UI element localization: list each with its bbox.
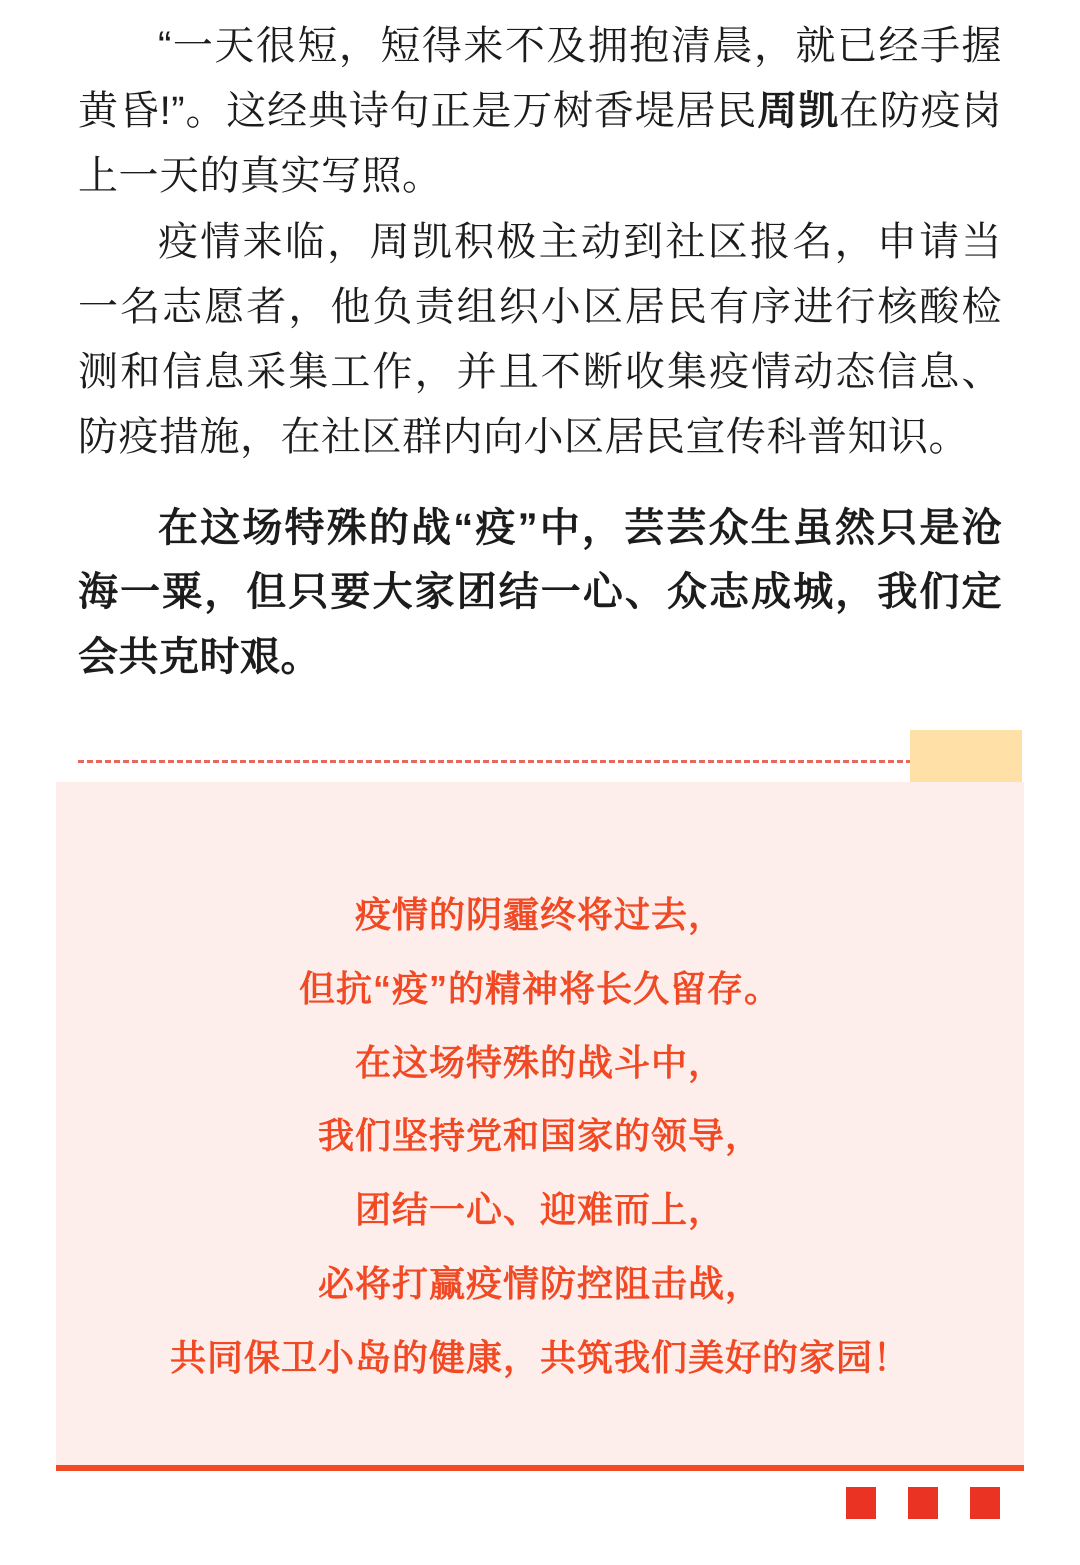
square-decoration-row <box>56 1487 1024 1523</box>
quote-line-5: 团结一心、迎难而上， <box>354 1189 725 1231</box>
article-body <box>0 0 1080 690</box>
quote-line-4: 我们坚持党和国家的领导， <box>317 1115 762 1157</box>
bottom-accent-bar <box>56 1465 1024 1471</box>
quote-line-1: 疫情的阴霾终将过去， <box>354 893 725 935</box>
paragraph-2-text: 疫情来临，周凯积极主动到社区报名，申请当一名志愿者，他负责组织小区居民有序进行核酸检测和信息采集工作，并且不断收集疫情动态信息、防疫措施，在社区群内向小区居民宣传科普知识。 <box>78 220 1002 459</box>
divider-zone <box>0 742 1080 782</box>
paragraph-3 <box>78 496 1002 690</box>
paragraph-2 <box>78 210 1002 469</box>
footer-spacer <box>0 1523 1080 1565</box>
red-square-3 <box>970 1487 1000 1519</box>
dashed-divider <box>78 760 1002 763</box>
paragraph-3-text: 在这场特殊的战“疫”中，芸芸众生虽然只是沧海一粟，但只要大家团结一心、众志成城，我们定会共克时艰。 <box>78 505 1002 680</box>
quote-line-7: 共同保卫小岛的健康，共筑我们美好的家园！ <box>169 1336 910 1378</box>
quote-line-3: 在这场特殊的战斗中， <box>354 1041 725 1083</box>
paragraph-1 <box>78 0 1002 208</box>
quote-line-6: 必将打赢疫情防控阻击战， <box>317 1262 762 1304</box>
resident-name: 周凯 <box>757 88 839 133</box>
paragraph-1-text-b: 在防疫岗上一天的真实写照。 <box>78 88 1002 198</box>
quote-block <box>56 782 1024 1465</box>
red-square-1 <box>846 1487 876 1519</box>
red-square-2 <box>908 1487 938 1519</box>
quote-line-2: 但抗“疫”的精神将长久留存。 <box>298 967 781 1009</box>
paragraph-1-text-a: “一天很短，短得来不及拥抱清晨，就已经手握黄昏!”。这经典诗句正是万树香堤居民 <box>78 24 1002 133</box>
